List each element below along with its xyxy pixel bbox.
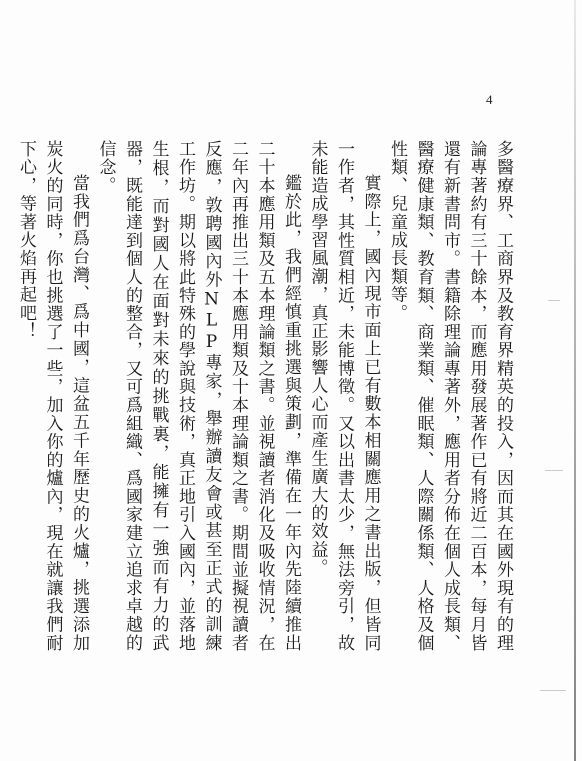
scan-speck bbox=[540, 690, 566, 691]
scan-speck bbox=[548, 300, 560, 301]
paragraph-4: 當我們爲台灣、爲中國，這盆五千年歷史的火爐，挑選添加炭火的同時，你也挑選了一些，加入你的爐內，現在就讓我們耐下心，等著火焰再起吧！ bbox=[16, 140, 89, 652]
scan-speck bbox=[545, 470, 563, 471]
page-number: 4 bbox=[486, 92, 493, 107]
paragraph-2: 實際上，國內現市面上已有數本相關應用之書出版，但皆同一作者，其性質相近，未能博徵。又以出書太少，無法旁引，故未能造成學習風潮，真正影響人心而產生廣大的效益。 bbox=[307, 140, 381, 652]
paragraph-3: 鑑於此，我們經慎重挑選與策劃，準備在一年內先陸續推出二十本應用類及五本理論類之書。並視讀者消化及吸收情況，在二年內再推出三十本應用類及十本理論類之書。期間並擬視讀者反應，敦聘國內外NLP專家，舉辦讀友會或甚至正式的訓練工作坊。期以將此特殊的學說與技術，真正地引入國內，並落地生根，而對國人在面對未來的挑戰裏，能擁有一強而有力的武器，既能達到個人的整合，又可爲組織、爲國家建立追求卓越的信念。 bbox=[95, 140, 301, 652]
scan-edge-line bbox=[574, 0, 576, 761]
body-text bbox=[16, 140, 516, 652]
paragraph-1: 多醫療界、工商界及教育界精英的投入，因而其在國外現有的理論專著約有三十餘本，而應用發展著作已有將近二百本，每月皆還有新書問市。書籍除理論專著外，應用者分佈在個人成長類、醫療健康類、教育類、商業類、催眠類、人際關係類、人格及個性類、兒童成長類等。 bbox=[387, 140, 513, 652]
